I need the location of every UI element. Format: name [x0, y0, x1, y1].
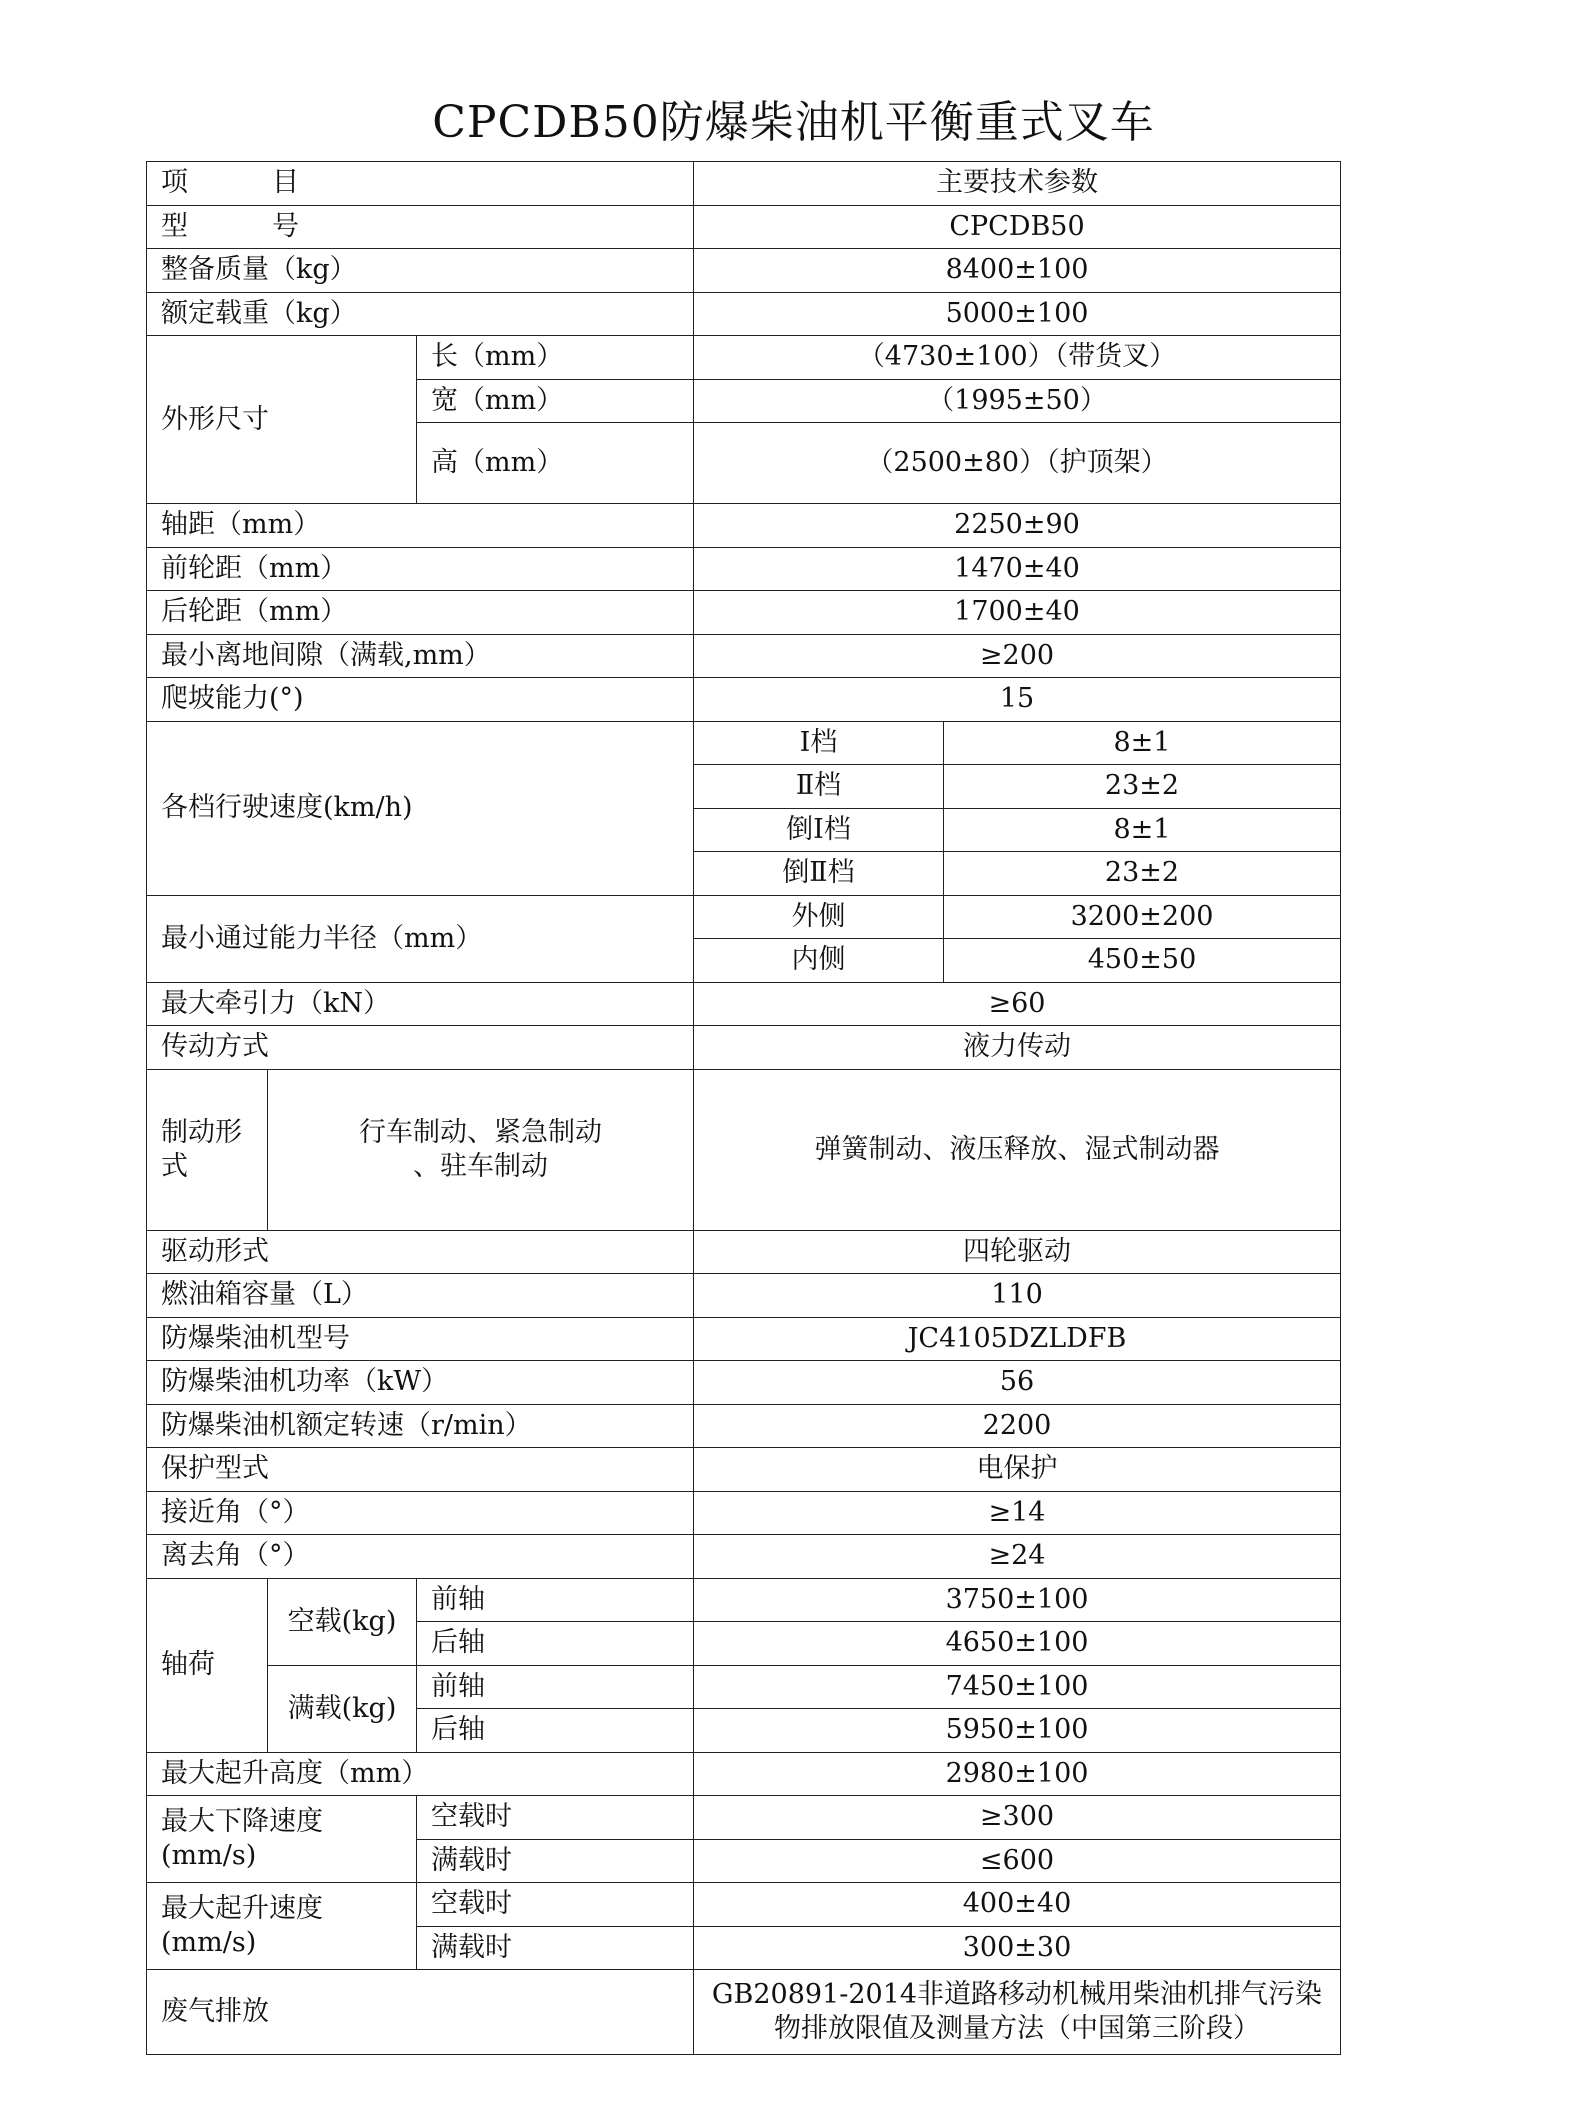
- header-item-cell: [147, 162, 694, 206]
- axle-empty-front-value: 3750±100: [694, 1578, 1341, 1622]
- gear-label: 倒Ⅱ档: [694, 852, 944, 896]
- lower-speed-empty-value: ≥300: [694, 1796, 1341, 1840]
- protection-label: 保护型式: [147, 1448, 694, 1492]
- header-params: 主要技术参数: [694, 162, 1341, 206]
- engine-power-label: 防爆柴油机功率（kW）: [147, 1361, 694, 1405]
- gear-value: 23±2: [944, 852, 1341, 896]
- lower-speed-full-label: 满载时: [417, 1839, 694, 1883]
- table-row: [147, 1578, 1341, 1622]
- engine-model-label: 防爆柴油机型号: [147, 1317, 694, 1361]
- clearance-value: ≥200: [694, 634, 1341, 678]
- transmission-value: 液力传动: [694, 1026, 1341, 1070]
- brake-value: 弹簧制动、液压释放、湿式制动器: [694, 1069, 1341, 1230]
- axle-empty-label: 空载(kg): [268, 1578, 417, 1665]
- dims-height-value: （2500±80）（护顶架）: [694, 423, 1341, 504]
- rear-track-value: 1700±40: [694, 591, 1341, 635]
- table-row: [147, 1069, 1341, 1230]
- table-row: [147, 1491, 1341, 1535]
- dims-width-label: 宽（mm）: [417, 379, 694, 423]
- header-item-b: 目: [272, 167, 299, 199]
- table-row: [147, 1026, 1341, 1070]
- engine-model-value: JC4105DZLDFB: [694, 1317, 1341, 1361]
- lift-speed-label-line1: 最大起升速度: [161, 1893, 323, 1925]
- turning-outer-label: 外侧: [694, 895, 944, 939]
- lift-speed-empty-value: 400±40: [694, 1883, 1341, 1927]
- table-row: [147, 721, 1341, 765]
- spec-table: [146, 161, 1341, 2055]
- turning-inner-value: 450±50: [944, 939, 1341, 983]
- mass-label: 整备质量（kg）: [147, 249, 694, 293]
- front-track-label: 前轮距（mm）: [147, 547, 694, 591]
- traction-label: 最大牵引力（kN）: [147, 982, 694, 1026]
- table-row: [147, 1404, 1341, 1448]
- turning-label: 最小通过能力半径（mm）: [147, 895, 694, 982]
- lift-speed-full-label: 满载时: [417, 1926, 694, 1970]
- table-row: [147, 895, 1341, 939]
- clearance-label: 最小离地间隙（满载,mm）: [147, 634, 694, 678]
- exhaust-value-cell: [694, 1970, 1341, 2055]
- table-row: [147, 1970, 1341, 2055]
- table-row: [147, 547, 1341, 591]
- fuel-tank-label: 燃油箱容量（L）: [147, 1274, 694, 1318]
- drive-label: 驱动形式: [147, 1230, 694, 1274]
- table-row: [147, 1796, 1341, 1840]
- protection-value: 电保护: [694, 1448, 1341, 1492]
- dims-label: 外形尺寸: [147, 336, 417, 504]
- table-row: [147, 634, 1341, 678]
- table-row: [147, 1361, 1341, 1405]
- model-label-a: 型: [161, 210, 188, 242]
- axle-full-label: 满载(kg): [268, 1665, 417, 1752]
- turning-inner-label: 内侧: [694, 939, 944, 983]
- axle-full-front-value: 7450±100: [694, 1665, 1341, 1709]
- lift-height-value: 2980±100: [694, 1752, 1341, 1796]
- lift-height-label: 最大起升高度（mm）: [147, 1752, 694, 1796]
- dims-length-value: （4730±100）（带货叉）: [694, 336, 1341, 380]
- lift-speed-label: [147, 1883, 417, 1970]
- brake-types-line1: 行车制动、紧急制动: [359, 1116, 602, 1148]
- speed-label: 各档行驶速度(km/h): [147, 721, 694, 895]
- dims-length-label: 长（mm）: [417, 336, 694, 380]
- brake-types-cell: [268, 1069, 694, 1230]
- departure-value: ≥24: [694, 1535, 1341, 1579]
- exhaust-value-line1: GB20891-2014非道路移动机械用柴油机排气污染: [711, 1979, 1323, 2011]
- lower-speed-label: [147, 1796, 417, 1883]
- engine-speed-label: 防爆柴油机额定转速（r/min）: [147, 1404, 694, 1448]
- approach-label: 接近角（°）: [147, 1491, 694, 1535]
- table-row: [147, 1665, 1341, 1709]
- gear-label: Ⅰ档: [694, 721, 944, 765]
- table-row: [147, 292, 1341, 336]
- model-value: CPCDB50: [694, 205, 1341, 249]
- model-label-b: 号: [272, 210, 299, 242]
- fuel-tank-value: 110: [694, 1274, 1341, 1318]
- load-label: 额定载重（kg）: [147, 292, 694, 336]
- wheelbase-label: 轴距（mm）: [147, 504, 694, 548]
- traction-value: ≥60: [694, 982, 1341, 1026]
- lift-speed-label-line2: (mm/s): [161, 1927, 257, 1958]
- drive-value: 四轮驱动: [694, 1230, 1341, 1274]
- exhaust-label: 废气排放: [147, 1970, 694, 2055]
- header-item-a: 项: [161, 167, 188, 199]
- axle-full-rear-label: 后轴: [417, 1709, 694, 1753]
- load-value: 5000±100: [694, 292, 1341, 336]
- departure-label: 离去角（°）: [147, 1535, 694, 1579]
- table-row: [147, 504, 1341, 548]
- lift-speed-full-value: 300±30: [694, 1926, 1341, 1970]
- front-track-value: 1470±40: [694, 547, 1341, 591]
- model-label-cell: [147, 205, 694, 249]
- transmission-label: 传动方式: [147, 1026, 694, 1070]
- table-row: [147, 1448, 1341, 1492]
- table-row: [147, 982, 1341, 1026]
- gear-label: 倒Ⅰ档: [694, 808, 944, 852]
- table-row: [147, 1230, 1341, 1274]
- axle-empty-rear-value: 4650±100: [694, 1622, 1341, 1666]
- turning-outer-value: 3200±200: [944, 895, 1341, 939]
- dims-width-value: （1995±50）: [694, 379, 1341, 423]
- gear-value: 8±1: [944, 721, 1341, 765]
- lower-speed-label-line2: (mm/s): [161, 1840, 257, 1871]
- climb-value: 15: [694, 678, 1341, 722]
- table-row: [147, 1274, 1341, 1318]
- lower-speed-full-value: ≤600: [694, 1839, 1341, 1883]
- exhaust-value-line2: 物排放限值及测量方法（中国第三阶段）: [774, 2013, 1260, 2044]
- gear-label: Ⅱ档: [694, 765, 944, 809]
- climb-label: 爬坡能力(°): [147, 678, 694, 722]
- approach-value: ≥14: [694, 1491, 1341, 1535]
- lower-speed-empty-label: 空载时: [417, 1796, 694, 1840]
- table-row: [147, 205, 1341, 249]
- brake-types-line2: 、驻车制动: [413, 1150, 548, 1182]
- table-row: [147, 162, 1341, 206]
- lower-speed-label-line1: 最大下降速度: [161, 1806, 323, 1838]
- axle-empty-rear-label: 后轴: [417, 1622, 694, 1666]
- table-row: [147, 249, 1341, 293]
- axle-empty-front-label: 前轴: [417, 1578, 694, 1622]
- engine-power-value: 56: [694, 1361, 1341, 1405]
- gear-value: 8±1: [944, 808, 1341, 852]
- lift-speed-empty-label: 空载时: [417, 1883, 694, 1927]
- wheelbase-value: 2250±90: [694, 504, 1341, 548]
- table-row: [147, 591, 1341, 635]
- table-row: [147, 1535, 1341, 1579]
- axle-full-rear-value: 5950±100: [694, 1709, 1341, 1753]
- axle-label: 轴荷: [147, 1578, 268, 1752]
- mass-value: 8400±100: [694, 249, 1341, 293]
- table-row: [147, 1883, 1341, 1927]
- table-row: [147, 1317, 1341, 1361]
- table-row: [147, 1752, 1341, 1796]
- page-title: CPCDB50防爆柴油机平衡重式叉车: [432, 97, 1155, 148]
- axle-full-front-label: 前轴: [417, 1665, 694, 1709]
- rear-track-label: 后轮距（mm）: [147, 591, 694, 635]
- table-row: [147, 678, 1341, 722]
- engine-speed-value: 2200: [694, 1404, 1341, 1448]
- gear-value: 23±2: [944, 765, 1341, 809]
- dims-height-label: 高（mm）: [417, 423, 694, 504]
- table-row: [147, 336, 1341, 380]
- brake-label: 制动形式: [147, 1069, 268, 1230]
